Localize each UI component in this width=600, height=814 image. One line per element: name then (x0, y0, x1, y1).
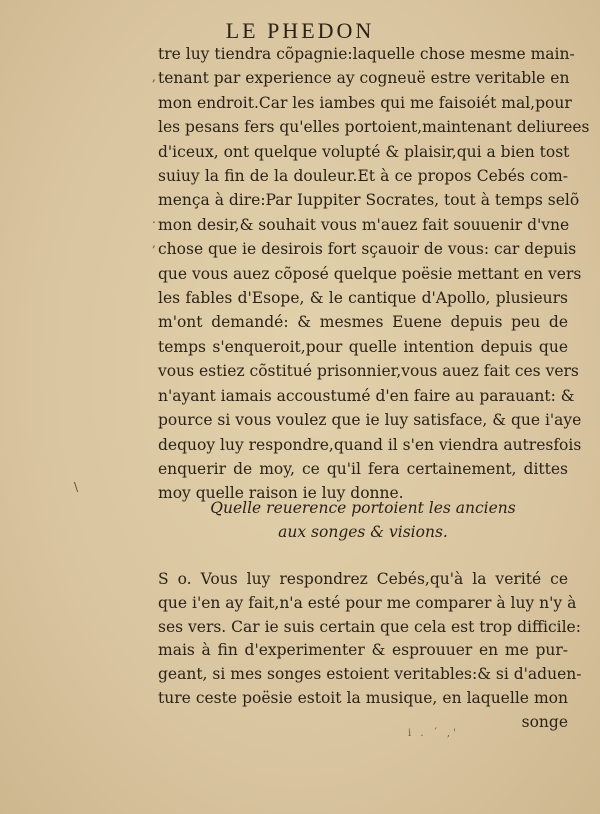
text-line: tre luy tiendra cõpagnie:laquelle chose mesme main- (158, 45, 575, 63)
text-line: mais à fin d'experimenter & esprouuer en me pur- (158, 641, 568, 660)
text-line: mença à dire:Par Iuppiter Socrates, tout à temps selõ (158, 191, 580, 210)
text-line: d'iceux, ont quelque volupté & plaisir,qui a bien tost (158, 142, 570, 161)
heading-line: Quelle reuerence portoient les anciens (210, 499, 516, 517)
text-line: suiuy la fin de la douleur.Et à ce propos Cebés com- (158, 167, 568, 186)
text-line: enquerir de moy, ce qu'il fera certainement, dittes (158, 459, 568, 478)
text-line: temps s'enqueroit,pour quelle intention depuis que (158, 337, 568, 356)
text-line: que vous auez cõposé quelque poësie mettant en vers (158, 264, 582, 283)
running-head: LE PHEDON (225, 18, 375, 43)
text-line: n'ayant iamais accoustumé d'en faire au parauant: & (158, 386, 575, 405)
text-line: S o. Vous luy respondrez Cebés,qu'à la verité ce (158, 570, 568, 588)
margin-mark: . (152, 212, 156, 226)
catchword: songe (521, 712, 568, 731)
text-line: les pesans fers qu'elles portoient,maintenant deliurees (158, 118, 590, 137)
text-line: mon endroit.Car les iambes qui me faisoiét mal,pour (158, 93, 572, 112)
paragraph-2 (158, 568, 582, 735)
text-line: les fables d'Esope, & le cantique d'Apollo, plusieurs (158, 289, 568, 308)
paragraph-1 (158, 42, 590, 506)
text-line: que i'en ay fait,n'a esté pour me comparer à luy n'y à (158, 593, 577, 612)
text-line: tenant par experience ay cogneuë estre veritable en (158, 69, 570, 88)
text-line: vous estiez cõstitué prisonnier,vous auez fait ces vers (158, 362, 579, 381)
margin-mark: \ (74, 480, 79, 494)
text-line: ture ceste poësie estoit la musique, en laquelle mon (158, 688, 568, 707)
text-line: moy quelle raison ie luy donne. (158, 484, 404, 503)
text-line: geant, si mes songes estoient veritables:& si d'aduen- (158, 665, 582, 684)
text-line: mon desir,& souhait vous m'auez fait souuenir d'vne (158, 215, 570, 234)
heading-line: aux songes & visions. (278, 523, 448, 541)
text-line: m'ont demandé: & mesmes Euene depuis peu de (158, 313, 568, 332)
text-line: pource si vous voulez que ie luy satisface, & que i'aye (158, 411, 582, 430)
footer-marks: i . ´ ,' (408, 728, 459, 739)
text-line: chose que ie desirois fort sçauoir de vous: car depuis (158, 240, 577, 259)
section-heading (158, 496, 568, 544)
margin-mark: , (152, 236, 156, 250)
text-line: dequoy luy respondre,quand il s'en viendra autresfois (158, 435, 582, 454)
text-line: ses vers. Car ie suis certain que cela est trop difficile: (158, 617, 581, 636)
margin-mark: , (152, 70, 156, 84)
